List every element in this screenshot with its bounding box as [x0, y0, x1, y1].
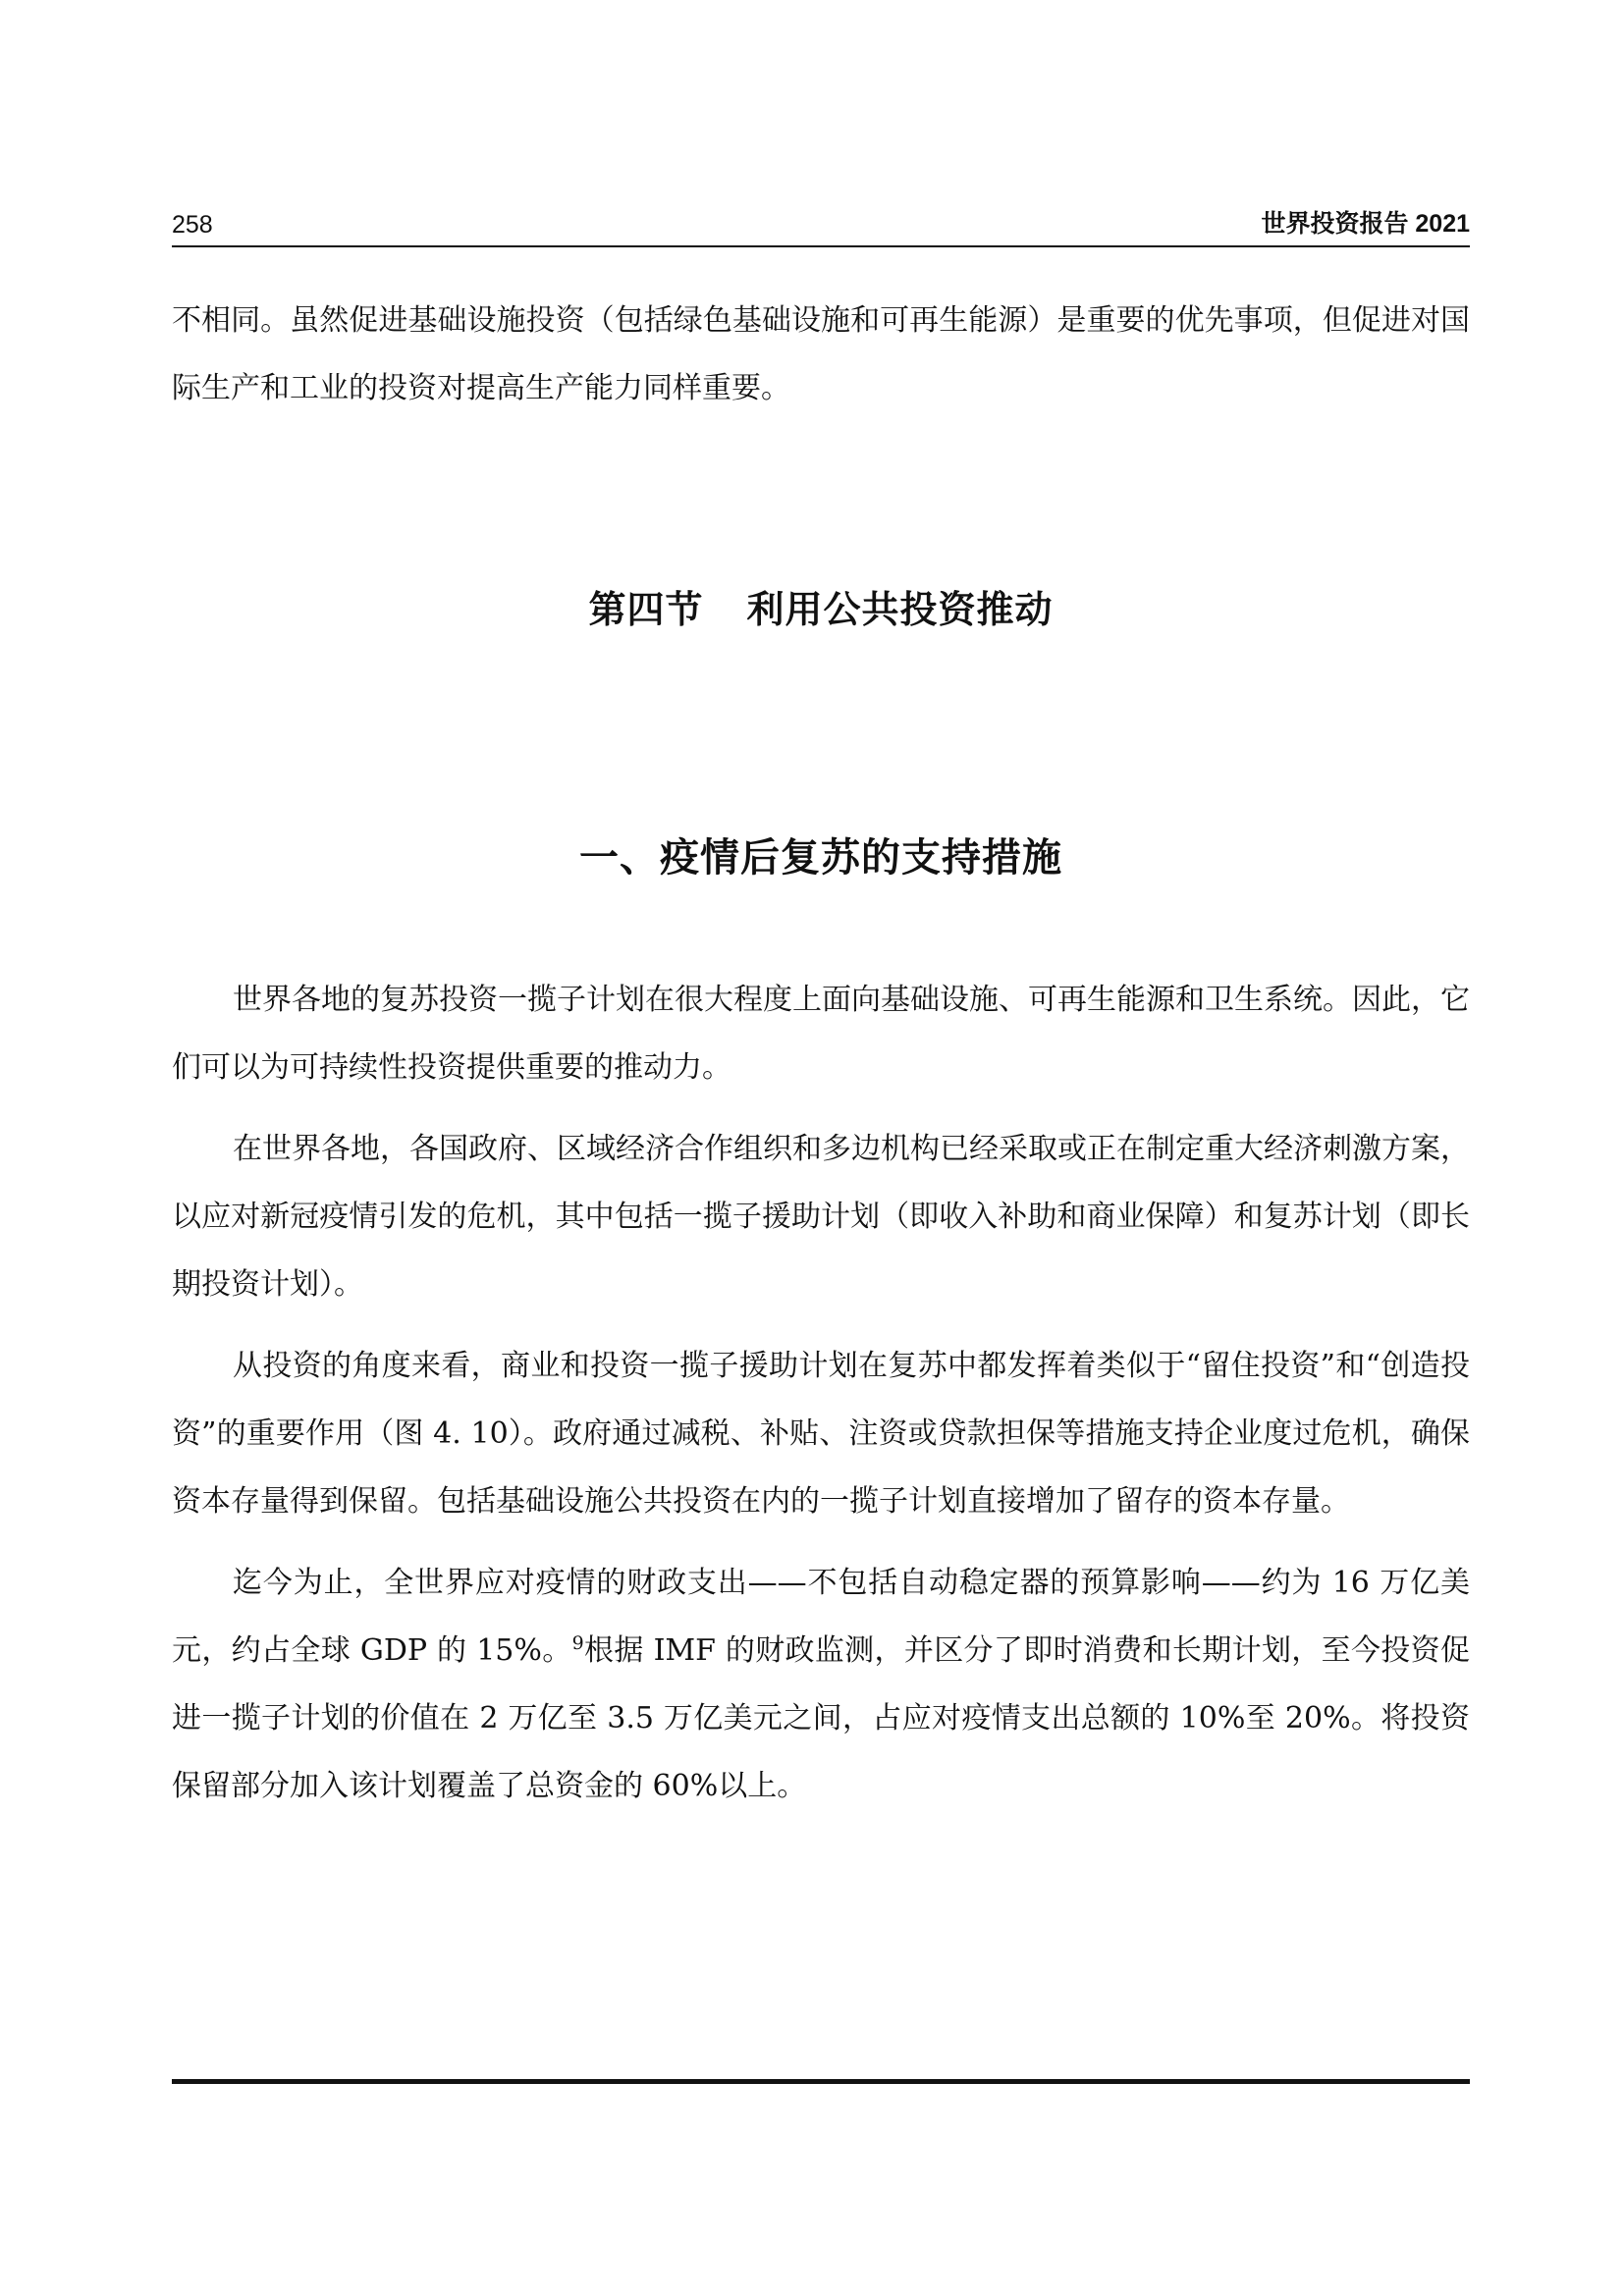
- page-header: [172, 204, 1470, 243]
- subsection-heading: 一、疫情后复苏的支持措施: [579, 835, 1062, 881]
- body-paragraph-2: 在世界各地，各国政府、区域经济合作组织和多边机构已经采取或正在制定重大经济刺激方案，以应对新冠疫情引发的危机，其中包括一揽子援助计划（即收入补助和商业保障）和复苏计划（即长期投资计划）。: [172, 1132, 1470, 1302]
- body-paragraph-1: 世界各地的复苏投资一揽子计划在很大程度上面向基础设施、可再生能源和卫生系统。因此，它们可以为可持续性投资提供重要的推动力。: [172, 983, 1470, 1085]
- paragraph-4-start: 迄今为止，全世界应对疫情的财政支出——不包括自动稳定器的预算影响——约为 16 万亿美元，约占全球 GDP 的 15%。: [172, 1566, 1470, 1668]
- running-title: 世界投资报告 2021: [1261, 210, 1470, 238]
- paragraph-4-end: 根据 IMF 的财政监测，并区分了即时消费和长期计划，至今投资促进一揽子计划的价值在 2 万亿至 3.5 万亿美元之间，占应对疫情支出总额的 10%至 20%。将投资保留部分加入该计划覆盖了总资金的 60%以上。: [172, 1633, 1470, 1803]
- continuation-block: [172, 287, 1470, 436]
- continuation-paragraph: 不相同。虽然促进基础设施投资（包括绿色基础设施和可再生能源）是重要的优先事项，但促进对国际生产和工业的投资对提高生产能力同样重要。: [172, 303, 1470, 405]
- body-paragraph-3: 从投资的角度来看，商业和投资一揽子援助计划在复苏中都发挥着类似于“留住投资”和“创造投资”的重要作用（图 4. 10）。政府通过减税、补贴、注资或贷款担保等措施支持企业度过危机，确保资本存量得到保留。包括基础设施公共投资在内的一揽子计划直接增加了留存的资本存量。: [172, 1349, 1470, 1519]
- header-rule: [172, 245, 1470, 247]
- section-title: 利用公共投资推动: [746, 588, 1054, 631]
- section-number: 第四节: [588, 588, 704, 631]
- section-heading: [172, 579, 1470, 633]
- main-text: [172, 966, 1470, 1834]
- footnote-reference[interactable]: 9: [571, 1632, 584, 1654]
- page-number: 258: [172, 211, 213, 239]
- body-paragraph-4: [172, 1549, 1470, 1820]
- footer-rule: [172, 2079, 1470, 2084]
